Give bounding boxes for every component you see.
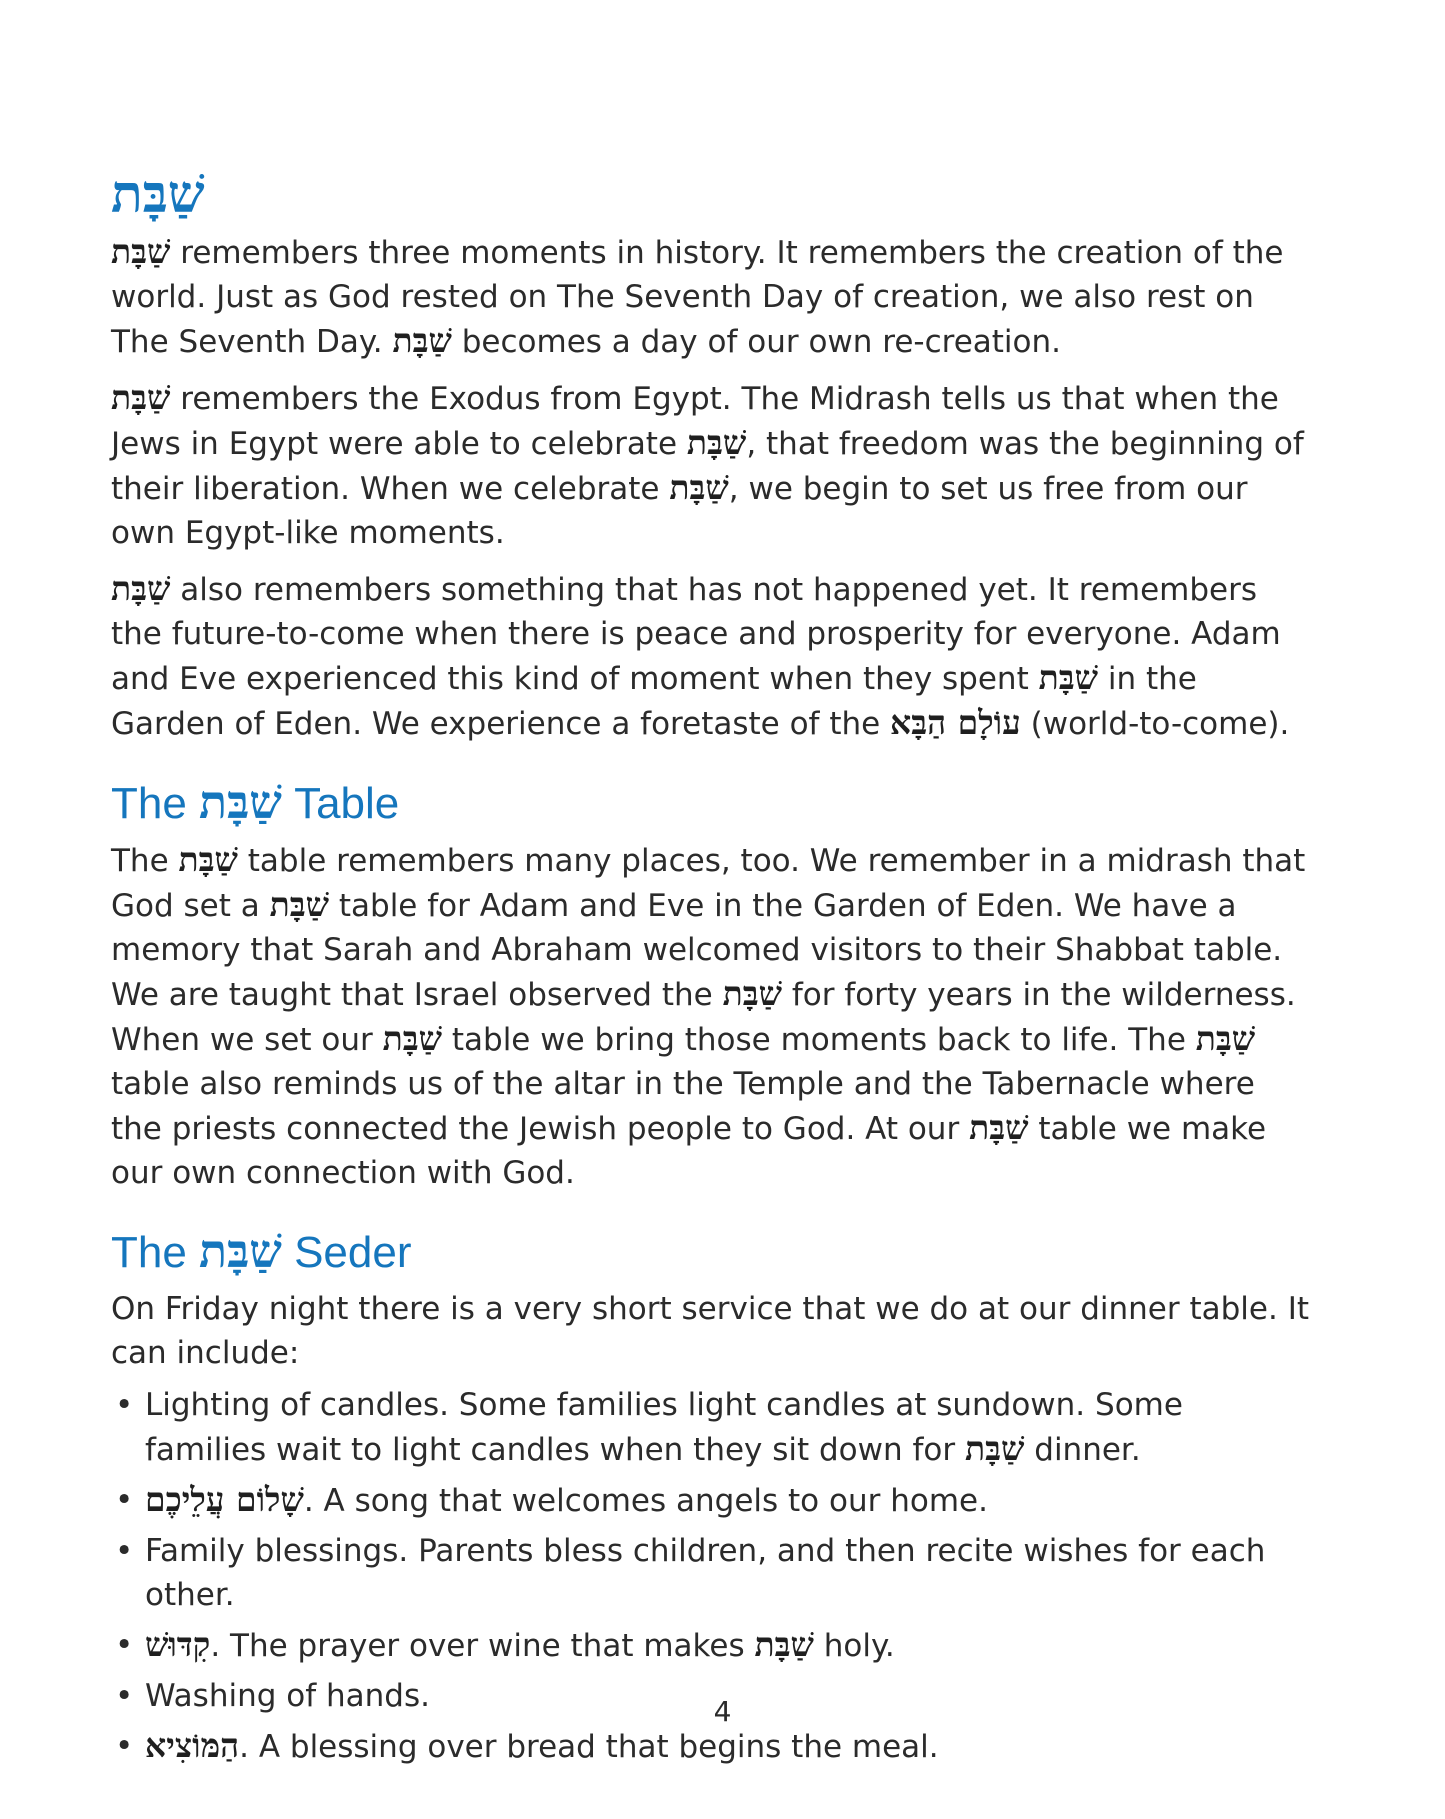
page-number: 4	[713, 1695, 732, 1728]
bullet-icon: •	[115, 1387, 134, 1423]
hebrew-word: שַׁבָּת	[754, 1625, 814, 1664]
hebrew-word: שַׁבָּת	[392, 321, 452, 360]
text-run: Lighting of candles. Some families light candles at sundown. Some families wait to light candles when they sit down for	[145, 1387, 1183, 1468]
hebrew-word: שַׁבָּת	[178, 840, 238, 879]
bullet-icon: •	[115, 1533, 134, 1569]
table-paragraph	[111, 838, 1311, 1195]
bullet-icon: •	[115, 1627, 134, 1663]
intro-paragraph-3	[111, 567, 1311, 746]
hebrew-word: שַׁבָּת	[686, 423, 747, 462]
text-run: in the Garden of Eden. We experience a foretaste of the	[111, 661, 1197, 742]
text-run: becomes a day of our own re-creation.	[451, 324, 1062, 360]
list-item	[111, 1724, 1311, 1769]
hebrew-word: שַׁבָּת	[199, 1224, 282, 1278]
hebrew-word: שַׁבָּת	[382, 1019, 443, 1058]
hebrew-phrase: עוֹלָם הַבָּא	[890, 703, 1021, 742]
seder-intro: On Friday night there is a very short service that we do at our dinner table. It can include:	[111, 1291, 1309, 1371]
text-run: Family blessings. Parents bless children, and then recite wishes for each other.	[145, 1533, 1266, 1613]
section-heading-table	[111, 772, 1311, 834]
hebrew-word: שַׁבָּת	[111, 232, 171, 271]
hebrew-phrase: שָׁלוֹם עֲלֵיכֶם	[145, 1480, 304, 1519]
text-run: , we begin to set us free from our own Egypt-like moments.	[111, 471, 1248, 551]
hebrew-word: שַׁבָּת	[269, 885, 330, 924]
heading-text: The	[111, 1228, 200, 1277]
text-run: The	[111, 843, 179, 879]
hebrew-word: שַׁבָּת	[1038, 658, 1098, 697]
list-item	[111, 1478, 1311, 1523]
list-item	[111, 1383, 1311, 1472]
hebrew-word: שַׁבָּת	[965, 1429, 1025, 1468]
text-run: table we make our own connection with God.	[111, 1111, 1267, 1191]
bullet-icon: •	[115, 1482, 134, 1518]
text-run: . The prayer over wine that makes	[210, 1628, 755, 1664]
heading-text: Table	[281, 779, 400, 828]
text-run: table for Adam and Eve in the Garden of Eden. We have a memory that Sarah and Abraham welcomed visitors to their Shabbat table. We are taught that Israel observed the	[111, 888, 1283, 1013]
text-run: . A blessing over bread that begins the meal.	[239, 1729, 939, 1765]
hebrew-word: הַמּוֹצִיא	[145, 1726, 240, 1765]
text-run: holy.	[813, 1628, 895, 1664]
hebrew-word: שַׁבָּת	[969, 1108, 1029, 1147]
text-run: remembers the Exodus from Egypt. The Midrash tells us that when the Jews in Egypt were able to celebrate	[111, 381, 1279, 462]
text-run: also remembers something that has not happened yet. It remembers the future-to-come when there is peace and prosperity for everyone. Adam and Eve experienced this kind of moment when they spent	[111, 572, 1281, 697]
hebrew-word: שַׁבָּת	[199, 775, 282, 829]
text-run: (world-to-come).	[1020, 706, 1290, 742]
list-item	[111, 1623, 1311, 1668]
text-run: table also reminds us of the altar in the Temple and the Tabernacle where the priests connected the Jewish people to God. At our	[111, 1066, 1255, 1147]
hebrew-word: קִדּוּשׁ	[145, 1625, 211, 1664]
text-run: . A song that welcomes angels to our home.	[303, 1483, 988, 1519]
heading-text: The	[111, 779, 200, 828]
intro-paragraph-1	[111, 230, 1311, 364]
hebrew-word: שַׁבָּת	[111, 569, 171, 608]
intro-paragraph-2	[111, 376, 1311, 555]
heading-text: Seder	[281, 1228, 412, 1277]
text-run: for forty years in the wilderness. When we set our	[111, 977, 1296, 1058]
text-run: remembers three moments in history. It remembers the creation of the world. Just as God rested on The Seventh Day of creation, we also rest on The Seventh Day.	[111, 235, 1284, 360]
list-item	[111, 1529, 1311, 1617]
hebrew-word: שַׁבָּת	[722, 974, 782, 1013]
section-heading-seder	[111, 1221, 1311, 1283]
text-run: table remembers many places, too. We remember in a midrash that God set a	[111, 843, 1306, 924]
text-run: Washing of hands.	[145, 1678, 430, 1714]
bullet-icon: •	[115, 1728, 134, 1764]
text-run: table we bring those moments back to life. The	[442, 1022, 1196, 1058]
hebrew-word: שַׁבָּת	[1195, 1019, 1256, 1058]
content	[111, 160, 1311, 1775]
hebrew-word: שַׁבָּת	[111, 378, 171, 417]
text-run: dinner.	[1024, 1432, 1141, 1468]
hebrew-word: שַׁבָּת	[669, 468, 729, 507]
text-run: , that freedom was the beginning of their liberation. When we celebrate	[111, 426, 1304, 507]
page-title: שַׁבָּת	[111, 164, 205, 225]
bullet-icon: •	[115, 1678, 134, 1714]
